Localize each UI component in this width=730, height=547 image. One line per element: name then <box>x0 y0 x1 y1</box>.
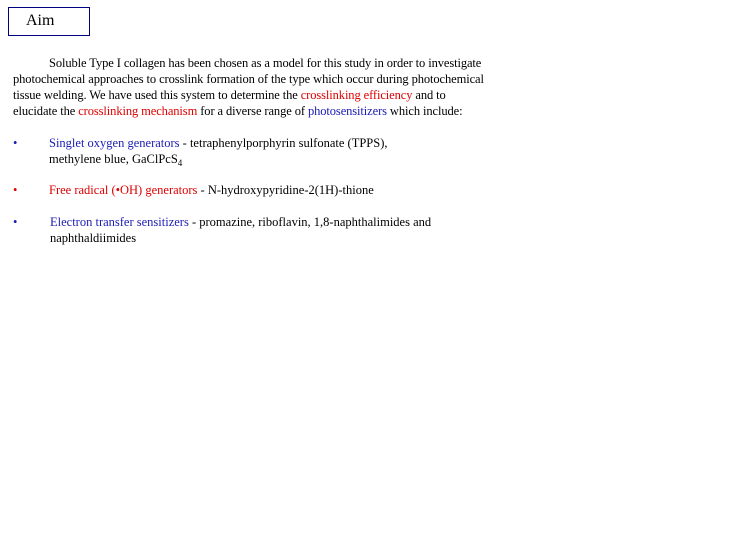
intro-line-1: Soluble Type I collagen has been chosen as a model for this study in order to investigate <box>49 56 482 70</box>
intro-line-4-end: which include: <box>386 104 463 118</box>
crosslinking-efficiency-highlight: crosslinking efficiency <box>300 88 413 102</box>
bullet-lead: Singlet oxygen generators <box>49 136 180 150</box>
bullet-marker: • <box>13 183 18 197</box>
bullet-line-1 <box>50 214 431 230</box>
intro-line-4-mid: for a diverse range of <box>197 104 308 118</box>
intro-line-3 <box>13 87 573 103</box>
subscript: 4 <box>177 158 183 168</box>
intro-paragraph <box>13 55 573 119</box>
page-title: Aim <box>26 12 55 29</box>
intro-line-4 <box>13 103 573 119</box>
photosensitizers-highlight: photosensitizers <box>307 104 387 118</box>
title-box <box>8 7 90 36</box>
bullet-body <box>50 214 431 246</box>
bullet-rest: - promazine, riboflavin, 1,8-naphthalimides and <box>188 215 432 229</box>
bullet-marker: • <box>13 136 18 150</box>
bullet-marker: • <box>13 215 18 229</box>
crosslinking-mechanism-highlight: crosslinking mechanism <box>78 104 198 118</box>
bullet-line-2-text: methylene blue, GaClPcS <box>49 152 178 166</box>
intro-line-3-end: and to <box>412 88 446 102</box>
bullet-body <box>49 182 374 198</box>
bullet-line-1 <box>49 182 374 198</box>
bullet-rest: - tetraphenylporphyrin sulfonate (TPPS), <box>179 136 388 150</box>
bullet-line-1 <box>49 135 387 151</box>
intro-line-2: photochemical approaches to crosslink formation of the type which occur during photochemical <box>13 72 484 86</box>
bullet-body <box>49 135 387 167</box>
intro-line-4-start: elucidate the <box>13 104 79 118</box>
bullet-line-2 <box>49 151 387 167</box>
bullet-lead: Electron transfer sensitizers <box>50 215 189 229</box>
bullet-lead: Free radical (•OH) generators <box>49 183 198 197</box>
bullet-rest: - N-hydroxypyridine-2(1H)-thione <box>197 183 374 197</box>
bullet-line-2: naphthaldiimides <box>50 231 137 245</box>
intro-line-3-text: tissue welding. We have used this system to determine the <box>13 88 301 102</box>
